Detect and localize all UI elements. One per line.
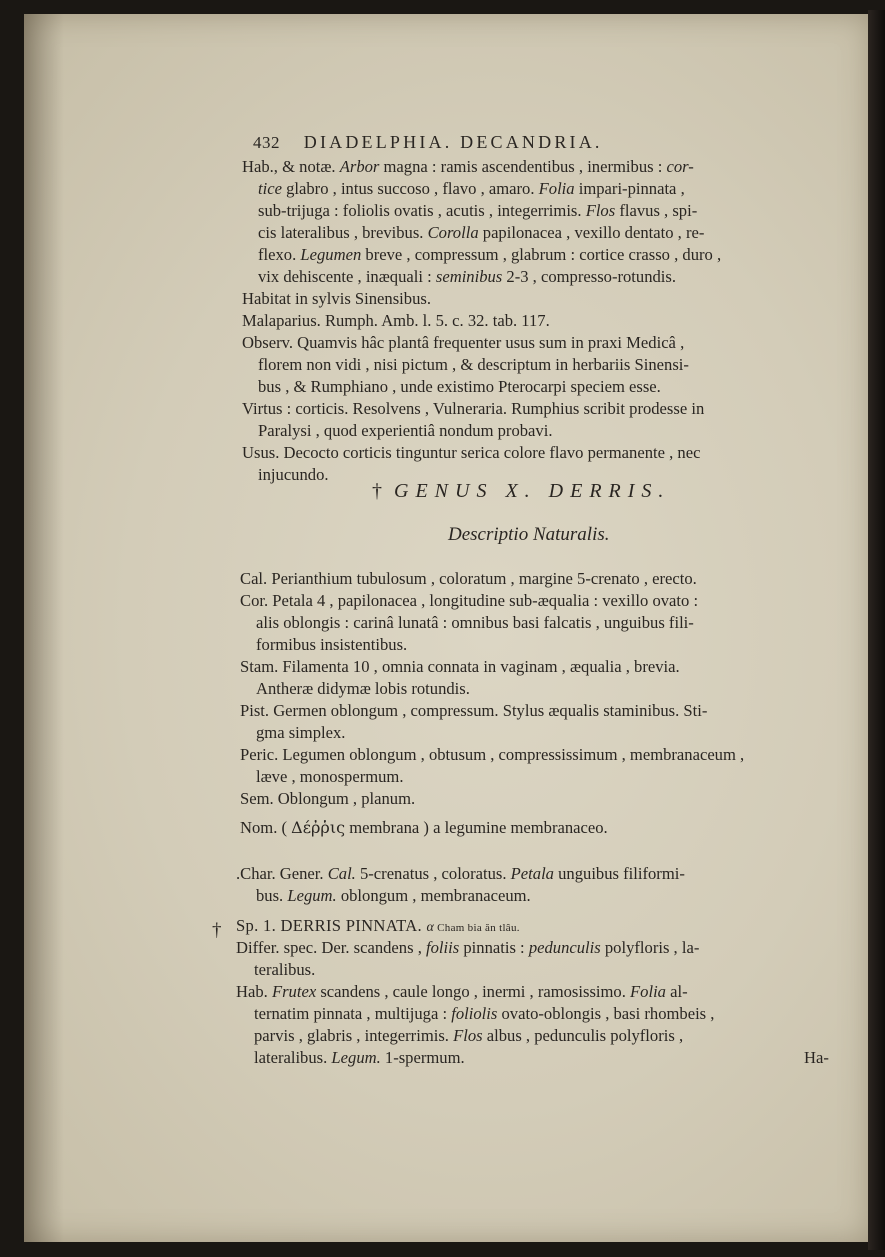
usus-line-2: injucundo.: [258, 465, 329, 484]
malaparius-line: Malaparius. Rumph. Amb. l. 5. c. 32. tab. 117.: [242, 311, 550, 330]
habitat-line: Habitat in sylvis Sinensibus.: [242, 289, 431, 308]
hab-line-4: cis lateralibus , brevibus. Corolla papilonacea , vexillo dentato , re-: [258, 223, 705, 242]
virtus-line-2: Paralysi , quod experientiâ nondum probavi.: [258, 421, 553, 440]
genus-dagger: †: [372, 480, 382, 502]
pistil-line-2: gma simplex.: [256, 723, 346, 742]
description-heading: Descriptio Naturalis.: [448, 524, 610, 545]
observ-line-1: Observ. Quamvis hâc plantâ frequenter usus sum in praxi Medicâ ,: [242, 333, 685, 352]
stamen-line-1: Stam. Filamenta 10 , omnia connata in vaginam , æqualia , brevia.: [240, 657, 680, 676]
virtus-line-1: Virtus : corticis. Resolvens , Vulneraria. Rumphius scribit prodesse in: [242, 399, 705, 418]
pericarp-line-1: Peric. Legumen oblongum , obtusum , compressissimum , membranaceum ,: [240, 745, 745, 764]
hab-line-5: flexo. Legumen breve , compressum , glabrum : cortice crasso , duro ,: [258, 245, 722, 264]
char-gener-line-1: .Char. Gener. Cal. 5-crenatus , coloratus. Petala unguibus filiformi-: [236, 864, 685, 883]
pistil-line-1: Pist. Germen oblongum , compressum. Stylus æqualis staminibus. Sti-: [240, 701, 708, 720]
species-line-6: parvis , glabris , integerrimis. Flos albus , pedunculis polyfloris ,: [254, 1026, 684, 1045]
genus-heading: [372, 481, 670, 503]
greek-name: Δέῤῥις: [291, 818, 346, 837]
species-line-3: teralibus.: [254, 960, 316, 979]
species-line-7: lateralibus. Legum. 1-spermum.: [254, 1048, 465, 1067]
species-line-1: Sp. 1. DERRIS PINNATA. α Cham bia ăn tlâu.: [236, 916, 520, 935]
usus-line-1: Usus. Decocto corticis tinguntur serica colore flavo permanente , nec: [242, 443, 701, 462]
stamen-line-2: Antheræ didymæ lobis rotundis.: [256, 679, 470, 698]
running-header: [253, 132, 603, 154]
calyx-line: Cal. Perianthium tubulosum , coloratum , margine 5-crenato , erecto.: [240, 569, 697, 588]
pericarp-line-2: læve , monospermum.: [256, 767, 404, 786]
nomen-line: Nom. ( Δέῤῥις membrana ) a legumine membranaceo.: [240, 818, 608, 837]
seed-line: Sem. Oblongum , planum.: [240, 789, 416, 808]
corolla-line-3: formibus insistentibus.: [256, 635, 408, 654]
hab-line-2: tice glabro , intus succoso , flavo , amaro. Folia impari-pinnata ,: [258, 179, 685, 198]
running-title: DIADELPHIA. DECANDRIA.: [303, 132, 603, 152]
genus-title: GENUS X. DERRIS.: [394, 480, 671, 502]
page-number: 432: [253, 133, 280, 152]
corolla-line-2: alis oblongis : carinâ lunatâ : omnibus basi falcatis , unguibus fili-: [256, 613, 694, 632]
char-gener-line-2: bus. Legum. oblongum , membranaceum.: [256, 886, 531, 905]
hab-line-3: sub-trijuga : foliolis ovatis , acutis , integerrimis. Flos flavus , spi-: [258, 201, 698, 220]
corolla-line-1: Cor. Petala 4 , papilonacea , longitudine sub-æqualia : vexillo ovato :: [240, 591, 699, 610]
species-line-4: Hab. Frutex scandens , caule longo , inermi , ramosissimo. Folia al-: [236, 982, 688, 1001]
species-line-5: ternatim pinnata , multijuga : foliolis ovato-oblongis , basi rhombeis ,: [254, 1004, 715, 1023]
catchword: Ha-: [804, 1048, 829, 1067]
hab-line-1: Hab., & notæ. Arbor magna : ramis ascendentibus , inermibus : cor-: [242, 157, 694, 176]
observ-line-3: bus , & Rumphiano , unde existimo Pterocarpi speciem esse.: [258, 377, 661, 396]
species-dagger: †: [212, 920, 222, 941]
hab-line-6: vix dehiscente , inæquali : seminibus 2-3 , compresso-rotundis.: [258, 267, 677, 286]
species-line-2: Differ. spec. Der. scandens , foliis pinnatis : pedunculis polyfloris , la-: [236, 938, 700, 957]
observ-line-2: florem non vidi , nisi pictum , & descriptum in herbariis Sinensi-: [258, 355, 689, 374]
